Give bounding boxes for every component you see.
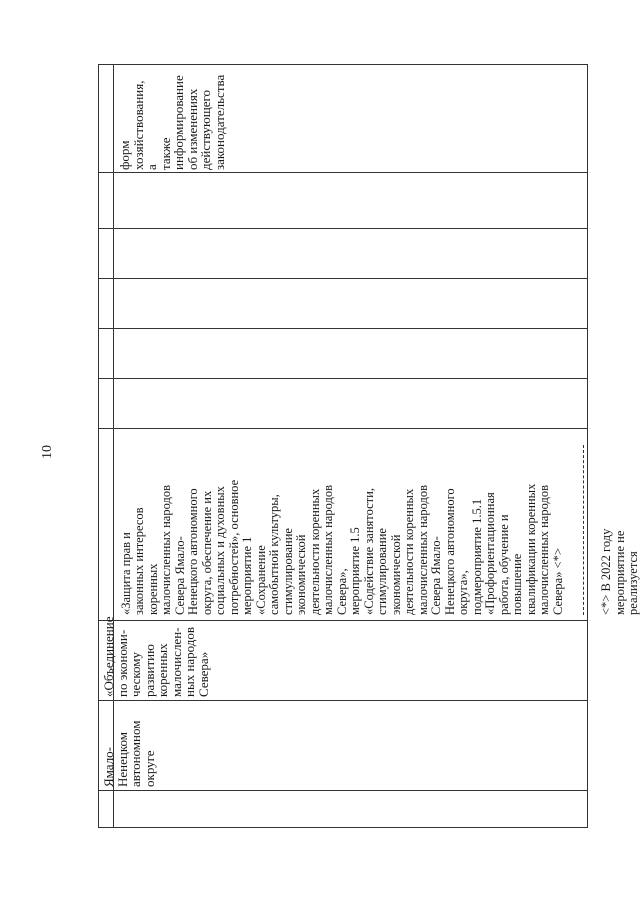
- notes-cell: форм хозяйствования, а также информирование об изменениях действующего законодательства: [117, 74, 227, 170]
- organization-cell: «Объединение по экономи- ческому развитию коренных малочислен- ных народов Севера»: [101, 616, 211, 697]
- footnote-divider: [583, 445, 584, 615]
- table-divider: [98, 790, 588, 791]
- activity-text: «Защита прав и законных интересов коренных малочисленных народов Севера Ямало- Ненецкого автономного округа, обеспечение их социальных и духовных потребностей», основное мероприятие 1 «Сохранение самобытной культуры, стимулирование экономической деятельности коренных малочисленных народов Севера», мероприятие 1.5 «Содействие занятости, стимулирование экономической деятельности коренных малочисленных народов Севера Ямало- Ненецкого автономного округа», подмероприятие 1.5.1 «Профориентационная работа, обучение и повышение квалификации коренных малочисленных народов Севера» <*>: [118, 479, 565, 615]
- region-cell: Ямало-Ненецком автономном округе: [101, 720, 157, 787]
- table-divider: [98, 700, 588, 701]
- page-number: 10: [40, 445, 55, 459]
- activity-footnote: <*> В 2022 году мероприятие не реализуется: [599, 528, 640, 615]
- table-divider: [98, 328, 588, 329]
- table-divider: [98, 428, 588, 429]
- table-divider: [98, 278, 588, 279]
- table-divider: [98, 172, 588, 173]
- table-divider: [98, 378, 588, 379]
- table-divider: [98, 228, 588, 229]
- activity-cell: [106, 445, 640, 615]
